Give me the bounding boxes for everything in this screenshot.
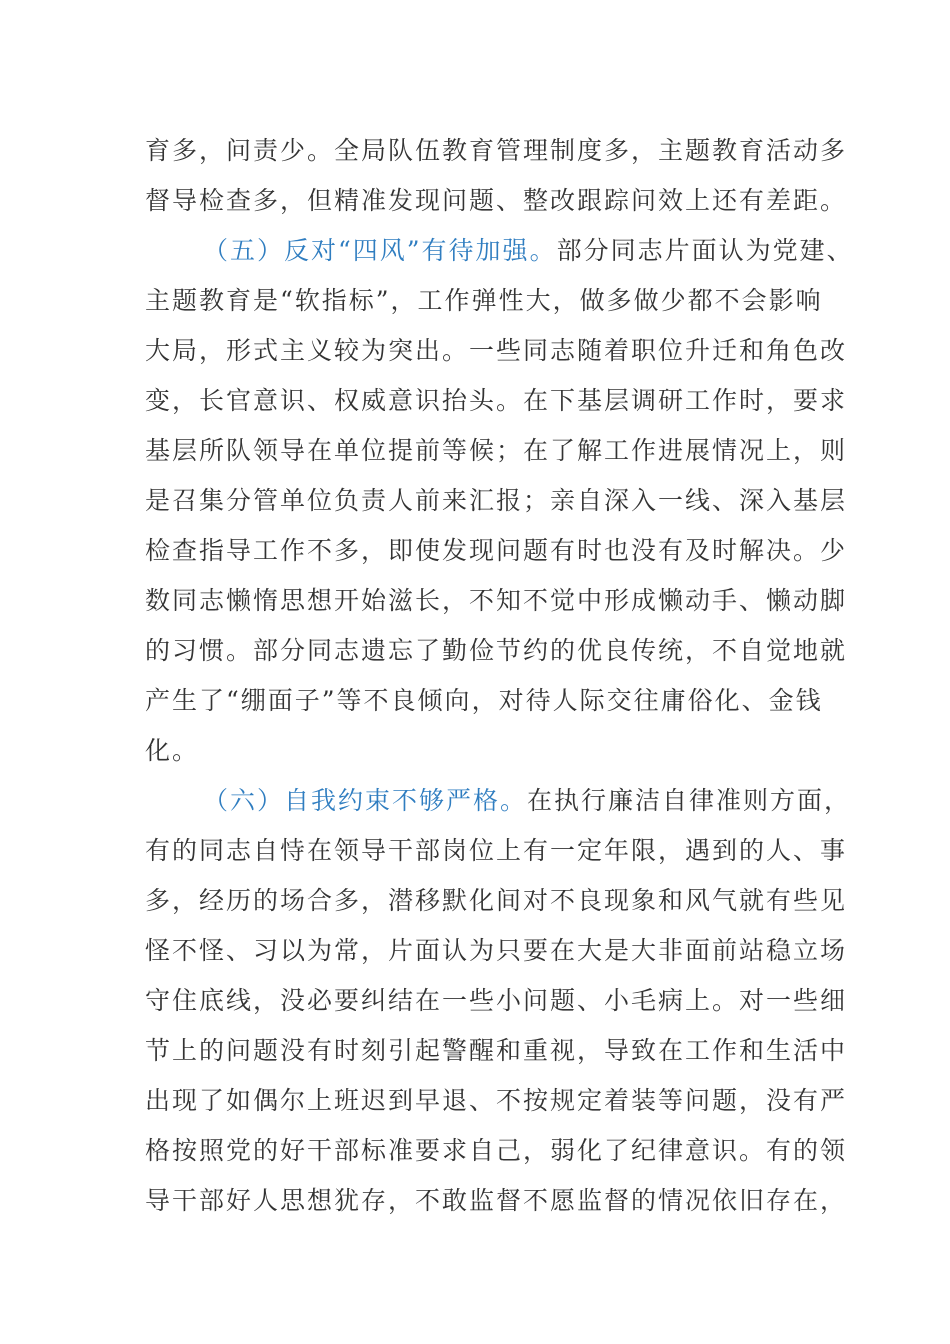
- paragraph-section-six: [145, 776, 852, 1226]
- text-line: 多，经历的场合多，潜移默化间对不良现象和风气就有些见: [145, 886, 848, 915]
- document-body: [145, 126, 854, 1226]
- text-line: 怪不怪、习以为常，片面认为只要在大是大非面前站稳立场: [145, 936, 848, 965]
- text-line: 导干部好人思想犹存，不敢监督不愿监督的情况依旧存在，: [145, 1186, 848, 1215]
- text-line: 检查指导工作不多，即使发现问题有时也没有及时解决。少: [145, 536, 848, 565]
- text-line: 守住底线，没必要纠结在一些小问题、小毛病上。对一些细: [145, 986, 848, 1015]
- text-line: 基层所队领导在单位提前等候；在了解工作进展情况上，则: [145, 436, 848, 465]
- text-line: 化。: [145, 736, 200, 765]
- text-line: 主题教育是“软指标”，工作弹性大，做多做少都不会影响: [145, 286, 823, 315]
- text-line: 育多，问责少。全局队伍教育管理制度多，主题教育活动多: [145, 136, 848, 165]
- paragraph-continuation: [145, 126, 848, 226]
- section-six-heading: （六）自我约束不够严格。: [203, 786, 528, 815]
- section-five-first-line: [145, 226, 854, 276]
- text-line: 产生了“绷面子”等不良倾向，对待人际交往庸俗化、金钱: [145, 686, 823, 715]
- text-line: 督导检查多，但精准发现问题、整改跟踪问效上还有差距。: [145, 186, 848, 215]
- text-line: 大局，形式主义较为突出。一些同志随着职位升迁和角色改: [145, 336, 848, 365]
- text-line: 变，长官意识、权威意识抬头。在下基层调研工作时，要求: [145, 386, 848, 415]
- section-five-heading: （五）反对“四风”有待加强。: [203, 236, 557, 265]
- text-line: 节上的问题没有时刻引起警醒和重视，导致在工作和生活中: [145, 1036, 848, 1065]
- paragraph-section-five: [145, 226, 854, 776]
- text-line: 的习惯。部分同志遗忘了勤俭节约的优良传统，不自觉地就: [145, 636, 848, 665]
- text-line: 数同志懒惰思想开始滋长，不知不觉中形成懒动手、懒动脚: [145, 586, 848, 615]
- section-six-first-line-text: 在执行廉洁自律准则方面，: [527, 786, 852, 815]
- section-six-first-line: [145, 776, 852, 826]
- text-line: 出现了如偶尔上班迟到早退、不按规定着装等问题，没有严: [145, 1086, 848, 1115]
- text-line: 有的同志自恃在领导干部岗位上有一定年限，遇到的人、事: [145, 836, 848, 865]
- section-five-first-line-text: 部分同志片面认为党建、: [556, 236, 854, 265]
- text-line: 是召集分管单位负责人前来汇报；亲自深入一线、深入基层: [145, 486, 848, 515]
- text-line: 格按照党的好干部标准要求自己，弱化了纪律意识。有的领: [145, 1136, 848, 1165]
